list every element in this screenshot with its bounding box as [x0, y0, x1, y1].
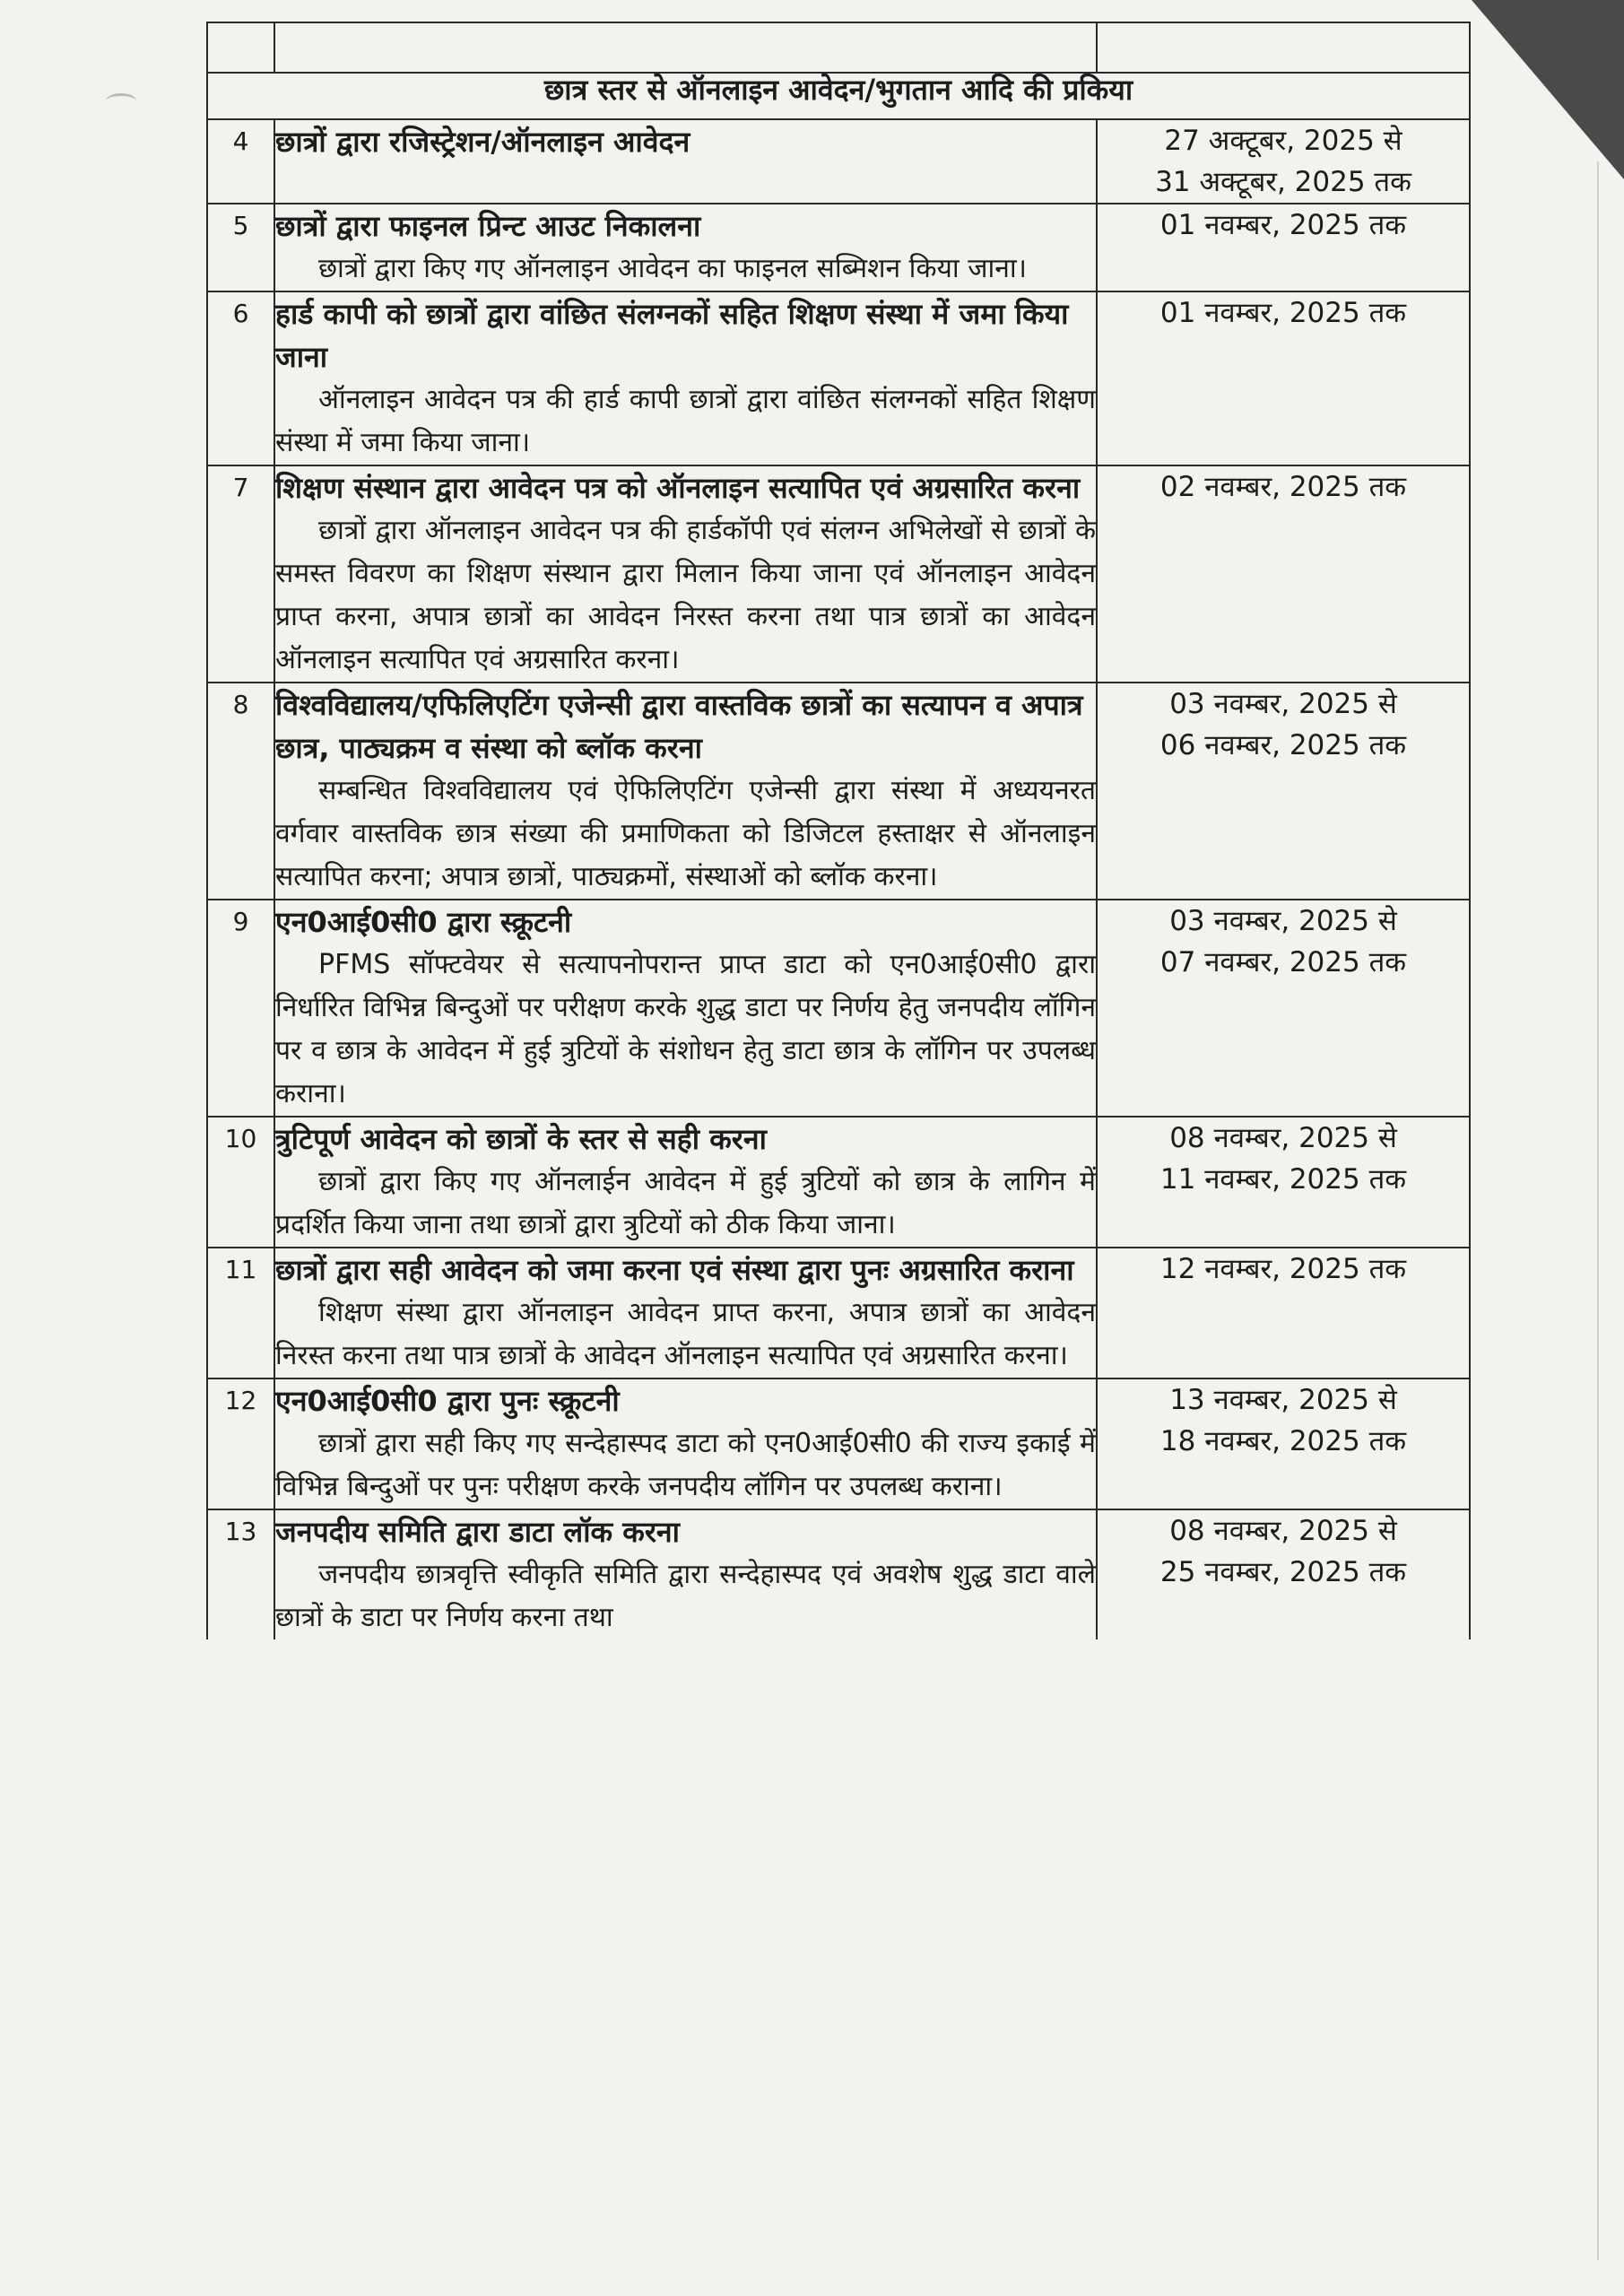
row-number: 9: [207, 900, 274, 1117]
row-title: एन0आई0सी0 द्वारा पुनः स्क्रूटनी: [275, 1384, 620, 1418]
schedule-row: [207, 119, 1470, 204]
row-body: छात्रों द्वारा सही किए गए सन्देहास्पद डाटा को एन0आई0सी0 की राज्य इकाई में विभिन्न बिन्दुओं पर पुनः परीक्षण करके जनपदीय लॉगिन पर उपलब्ध कराना।: [275, 1428, 1096, 1502]
schedule-row: [207, 204, 1470, 291]
section-header-row: [207, 73, 1470, 119]
scan-margin-mark: [106, 93, 136, 109]
row-date-line: 01 नवम्बर, 2025 तक: [1159, 209, 1407, 241]
row-date: [1097, 900, 1470, 1117]
row-description: [274, 1117, 1097, 1248]
row-date: [1097, 1378, 1470, 1509]
row-description: [274, 465, 1097, 683]
row-body: जनपदीय छात्रवृत्ति स्वीकृति समिति द्वारा सन्देहास्पद एवं अवशेष शुद्ध डाटा वाले छात्रों के डाटा पर निर्णय करना तथा: [275, 1559, 1096, 1633]
row-description: [274, 291, 1097, 465]
row-body: ऑनलाइन आवेदन पत्र की हार्ड कापी छात्रों द्वारा वांछित संलग्नकों सहित शिक्षण संस्था में जमा किया जाना।: [275, 384, 1096, 458]
row-number: 8: [207, 683, 274, 900]
row-date-line: 25 नवम्बर, 2025 तक: [1159, 1556, 1407, 1588]
row-title: छात्रों द्वारा सही आवेदन को जमा करना एवं संस्था द्वारा पुनः अग्रसारित कराना: [275, 1253, 1074, 1287]
row-description: [274, 683, 1097, 900]
row-date: [1097, 204, 1470, 291]
row-body: छात्रों द्वारा किए गए ऑनलाईन आवेदन में हुई त्रुटियों को छात्र के लागिन में प्रदर्शित किया जाना तथा छात्रों द्वारा त्रुटियों को ठीक किया जाना।: [275, 1166, 1096, 1240]
row-date: [1097, 119, 1470, 204]
row-date: [1097, 1117, 1470, 1248]
row-body: सम्बन्धित विश्वविद्यालय एवं ऐफिलिएटिंग एजेन्सी द्वारा संस्था में अध्ययनरत वर्गवार वास्तविक छात्र संख्या की प्रमाणिकता को डिजिटल हस्ताक्षर से ऑनलाइन सत्यापित करना; अपात्र छात्रों, पाठ्यक्रमों, संस्थाओं को ब्लॉक करना।: [275, 775, 1096, 892]
row-number: 6: [207, 291, 274, 465]
row-description: [274, 900, 1097, 1117]
row-description: [274, 1378, 1097, 1509]
row-title: छात्रों द्वारा फाइनल प्रिन्ट आउट निकालना: [275, 209, 701, 243]
schedule-row: [207, 465, 1470, 683]
row-title: विश्वविद्यालय/एफिलिएटिंग एजेन्सी द्वारा वास्तविक छात्रों का सत्यापन व अपात्र छात्र, पाठ्यक्रम व संस्था को ब्लॉक करना: [275, 688, 1083, 765]
row-description: [274, 204, 1097, 291]
row-date: [1097, 291, 1470, 465]
row-number: 11: [207, 1248, 274, 1378]
row-date-line: 18 नवम्बर, 2025 तक: [1159, 1425, 1407, 1457]
row-title: हार्ड कापी को छात्रों द्वारा वांछित संलग्नकों सहित शिक्षण संस्था में जमा किया जाना: [275, 297, 1069, 374]
row-title: त्रुटिपूर्ण आवेदन को छात्रों के स्तर से सही करना: [275, 1122, 767, 1156]
row-body: छात्रों द्वारा किए गए ऑनलाइन आवेदन का फाइनल सब्मिशन किया जाना।: [318, 253, 1028, 284]
schedule-row: [207, 1248, 1470, 1378]
schedule-row: [207, 291, 1470, 465]
row-number: 5: [207, 204, 274, 291]
row-date-line: 13 नवम्बर, 2025 से: [1169, 1384, 1397, 1416]
row-title: एन0आई0सी0 द्वारा स्क्रूटनी: [275, 905, 572, 939]
row-date-line: 06 नवम्बर, 2025 तक: [1159, 729, 1407, 761]
row-description: [274, 1248, 1097, 1378]
row-date-line: 07 नवम्बर, 2025 तक: [1159, 946, 1407, 978]
scan-edge-line: [1597, 161, 1599, 2260]
row-date: [1097, 1248, 1470, 1378]
row-title: जनपदीय समिति द्वारा डाटा लॉक करना: [275, 1515, 680, 1549]
row-description: [274, 119, 1097, 204]
row-number: 7: [207, 465, 274, 683]
row-date: [1097, 683, 1470, 900]
section-title: छात्र स्तर से ऑनलाइन आवेदन/भुगतान आदि की प्रकिया: [207, 73, 1470, 119]
row-number: 13: [207, 1509, 274, 1639]
schedule-row: [207, 900, 1470, 1117]
row-date-line: 31 अक्टूबर, 2025 तक: [1155, 166, 1411, 198]
row-title: छात्रों द्वारा रजिस्ट्रेशन/ऑनलाइन आवेदन: [275, 125, 690, 159]
row-description: [274, 1509, 1097, 1639]
row-date-line: 11 नवम्बर, 2025 तक: [1159, 1163, 1407, 1196]
scan-corner-shadow: [1472, 0, 1624, 179]
row-date-line: 08 नवम्बर, 2025 से: [1169, 1122, 1397, 1154]
row-date-line: 08 नवम्बर, 2025 से: [1169, 1515, 1397, 1547]
blank-header-row: [207, 22, 1470, 73]
schedule-row: [207, 683, 1470, 900]
row-date-line: 12 नवम्बर, 2025 तक: [1159, 1253, 1407, 1285]
schedule-table: [206, 22, 1471, 1639]
row-date-line: 02 नवम्बर, 2025 तक: [1159, 471, 1407, 503]
row-body: शिक्षण संस्था द्वारा ऑनलाइन आवेदन प्राप्त करना, अपात्र छात्रों का आवेदन निरस्त करना तथा पात्र छात्रों के आवेदन ऑनलाइन सत्यापित एवं अग्रसारित करना।: [275, 1297, 1096, 1371]
row-number: 4: [207, 119, 274, 204]
row-number: 12: [207, 1378, 274, 1509]
schedule-row: [207, 1509, 1470, 1639]
row-date-line: 03 नवम्बर, 2025 से: [1169, 688, 1397, 720]
row-body: PFMS सॉफ्टवेयर से सत्यापनोपरान्त प्राप्त डाटा को एन0आई0सी0 द्वारा निर्धारित विभिन्न बिन्दुओं पर परीक्षण करके शुद्ध डाटा पर निर्णय हेतु जनपदीय लॉगिन पर व छात्र के आवेदन में हुई त्रुटियों के संशोधन हेतु डाटा छात्र के लॉगिन पर उपलब्ध कराना।: [275, 949, 1096, 1109]
row-date: [1097, 1509, 1470, 1639]
schedule-row: [207, 1378, 1470, 1509]
schedule-row: [207, 1117, 1470, 1248]
row-body: छात्रों द्वारा ऑनलाइन आवेदन पत्र की हार्डकॉपी एवं संलग्न अभिलेखों से छात्रों के समस्त विवरण का शिक्षण संस्थान द्वारा मिलान किया जाना एवं ऑनलाइन आवेदन प्राप्त करना, अपात्र छात्रों का आवेदन निरस्त करना तथा पात्र छात्रों का आवेदन ऑनलाइन सत्यापित एवं अग्रसारित करना।: [275, 515, 1096, 675]
row-date: [1097, 465, 1470, 683]
row-number: 10: [207, 1117, 274, 1248]
row-date-line: 01 नवम्बर, 2025 तक: [1159, 297, 1407, 329]
row-date-line: 27 अक्टूबर, 2025 से: [1164, 125, 1403, 157]
row-title: शिक्षण संस्थान द्वारा आवेदन पत्र को ऑनलाइन सत्यापित एवं अग्रसारित करना: [275, 471, 1081, 505]
row-date-line: 03 नवम्बर, 2025 से: [1169, 905, 1397, 937]
